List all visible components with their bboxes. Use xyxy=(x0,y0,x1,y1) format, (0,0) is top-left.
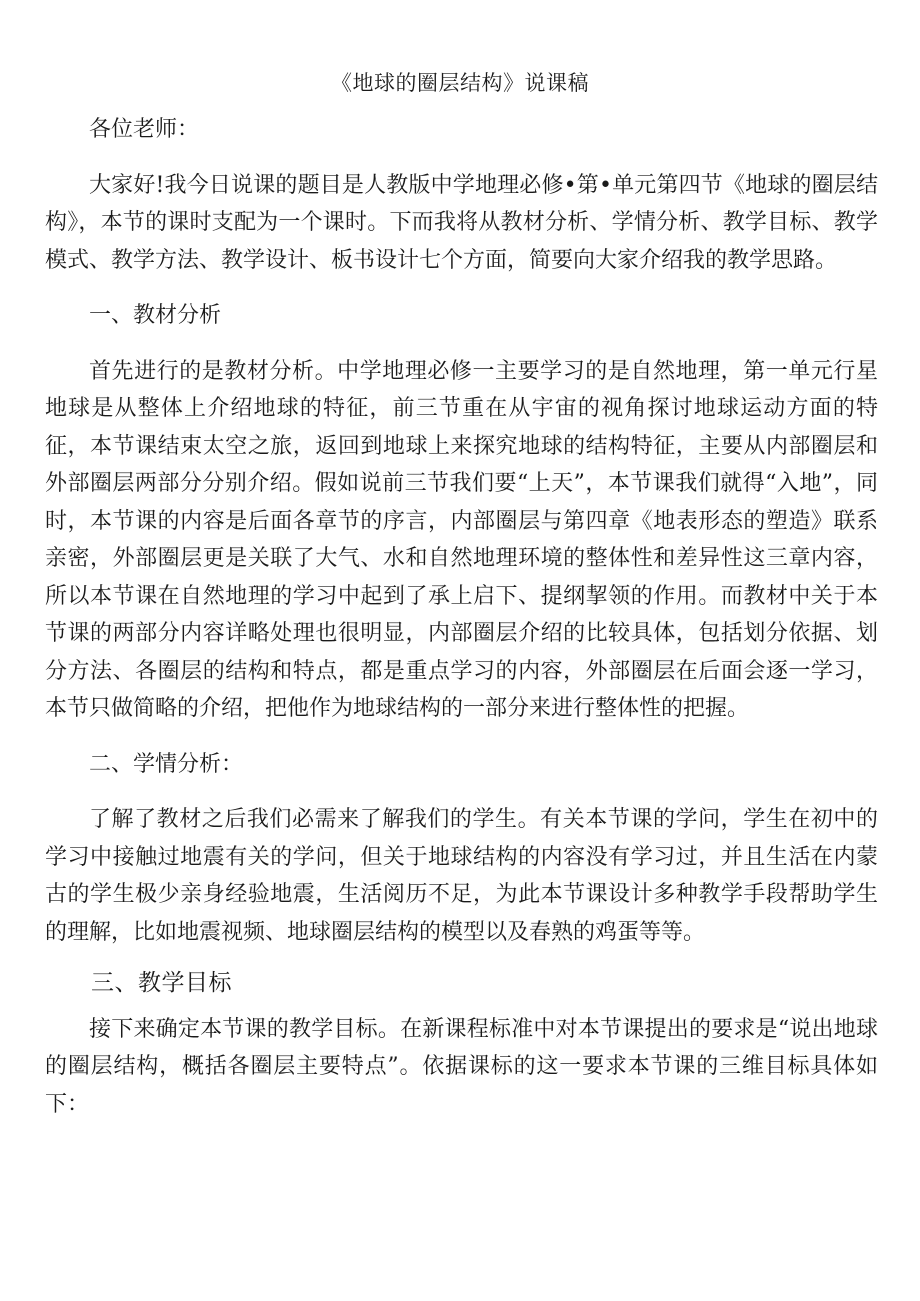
section3-heading: 三、教学目标 xyxy=(91,970,232,996)
document-body xyxy=(45,111,878,1123)
section3-paragraph: 接下来确定本节课的教学目标。在新课程标准中对本节课提出的要求是“说出地球的圈层结构，概括各圈层主要特点”。依据课标的这一要求本节课的三维目标具体如下： xyxy=(45,1016,878,1117)
section2-paragraph: 了解了教材之后我们必需来了解我们的学生。有关本节课的学问，学生在初中的学习中接触过地震有关的学问，但关于地球结构的内容没有学习过，并且生活在内蒙古的学生极少亲身经验地震，生活阅历不足，为此本节课设计多种教学手段帮助学生的理解，比如地震视频、地球圈层结构的模型以及春熟的鸡蛋等等。 xyxy=(45,807,878,945)
intro-paragraph: 大家好!我今日说课的题目是人教版中学地理必修•第•单元第四节《地球的圈层结构》，本节的课时支配为一个课时。下而我将从教材分析、学情分析、教学目标、教学模式、教学方法、教学设计、板书设计七个方面，简要向大家介绍我的教学思路。 xyxy=(45,172,878,273)
document-title: 《地球的圈层结构》说课稿 xyxy=(331,71,589,95)
section1-heading: 一、教材分析 xyxy=(89,303,222,328)
section1-paragraph: 首先进行的是教材分析。中学地理必修一主要学习的是自然地理，第一单元行星地球是从整体上介绍地球的特征，前三节重在从宇宙的视角探讨地球运动方面的特征，本节课结束太空之旅，返回到地球上来探究地球的结构特征，主要从内部圈层和外部圈层两部分分别介绍。假如说前三节我们要“上天”，本节课我们就得“入地”，同时，本节课的内容是后面各章节的序言，内部圈层与第四章《地表形态的塑造》联系亲密，外部圈层更是关联了大气、水和自然地理环境的整体性和差异性这三章内容，所以本节课在自然地理的学习中起到了承上启下、提纲挈领的作用。而教材中关于本节课的两部分内容详略处理也很明显，内部圈层介绍的比较具体，包括划分依据、划分方法、各圈层的结构和特点，都是重点学习的内容，外部圈层在后面会逐一学习，本节只做简略的介绍，把他作为地球结构的一部分来进行整体性的把握。 xyxy=(45,358,878,721)
salutation: 各位老师： xyxy=(89,117,200,142)
section2-heading: 二、学情分析： xyxy=(89,751,244,777)
